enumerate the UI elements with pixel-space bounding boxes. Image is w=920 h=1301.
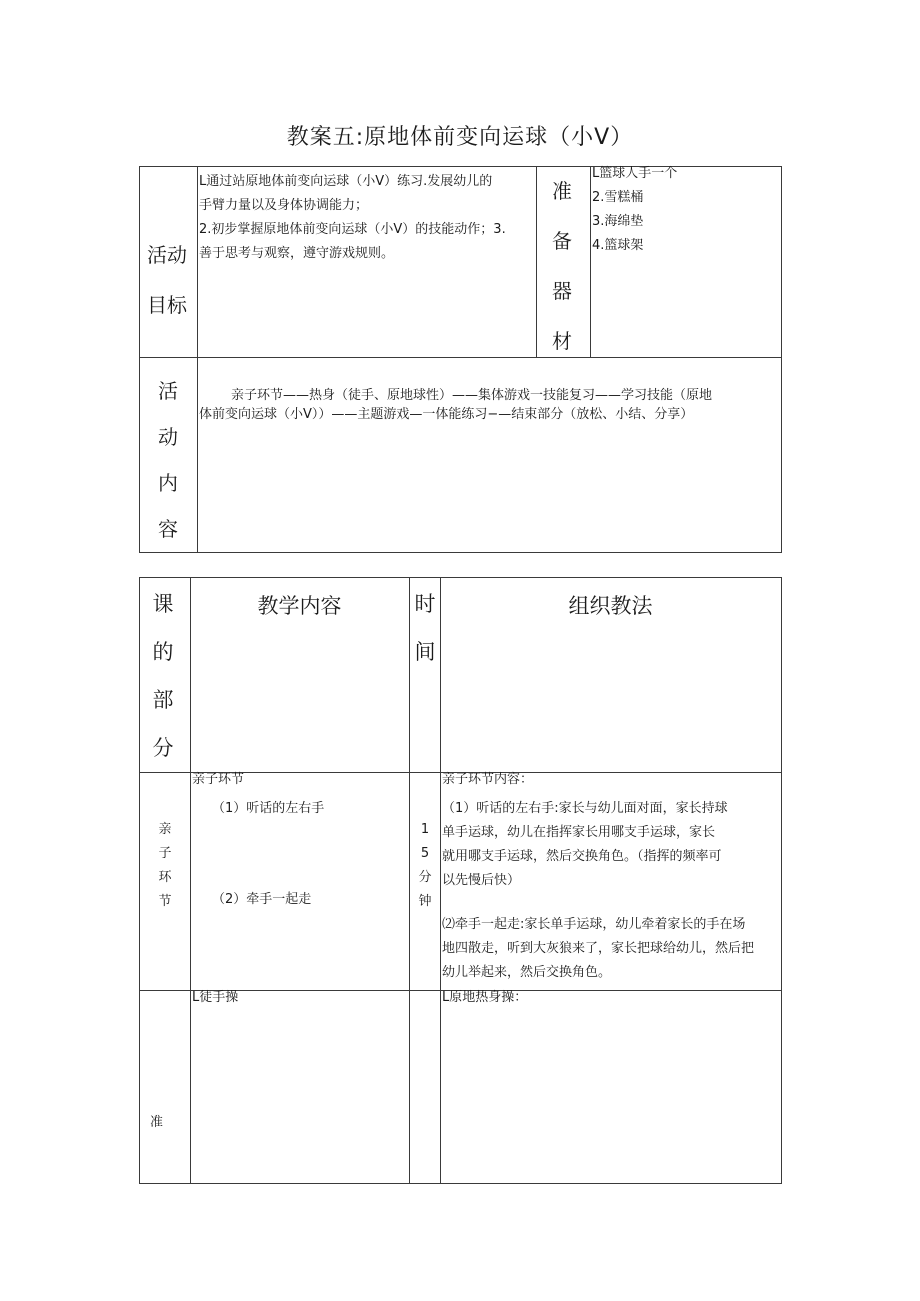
prep-item: 2.雪糕桶 xyxy=(592,190,644,205)
row1-method-paragraph1 xyxy=(442,797,728,893)
content-text-line2: 体前变向运球（小Ⅴ））——主题游戏—一体能练习−—结束部分（放松、小结、分享） xyxy=(199,407,694,422)
prep-header xyxy=(542,166,582,366)
header-time-char: 间 xyxy=(414,640,436,664)
goal-header-line1: 活动 xyxy=(147,243,187,267)
table1-border-right xyxy=(781,166,782,553)
method-line: 幼儿举起来，然后交换角色。 xyxy=(442,965,612,980)
content-header xyxy=(148,368,188,552)
method-line: 单手运球，幼儿在指挥家长用哪支手运球，家长 xyxy=(442,825,716,840)
prep-item: 3.海绵垫 xyxy=(592,214,644,229)
row2-content: L徒手操 xyxy=(192,990,239,1005)
row1-time-char: 分 xyxy=(418,870,432,885)
header-method: 组织教法 xyxy=(568,594,653,618)
goal-header xyxy=(147,230,187,330)
row1-time-char: 5 xyxy=(420,846,430,861)
prep-header-char: 准 xyxy=(552,179,572,203)
prep-header-char: 器 xyxy=(552,279,572,303)
table2-col-divider-1 xyxy=(190,577,191,1184)
method-line: （1）听话的左右手:家长与幼儿面对面，家长持球 xyxy=(442,801,728,816)
goal-line: 善于思考与观察，遵守游戏规则。 xyxy=(199,246,395,261)
content-header-char: 动 xyxy=(158,425,178,449)
content-header-char: 内 xyxy=(158,471,178,495)
prep-item: L篮球人手一个 xyxy=(592,166,678,181)
table1-border-left xyxy=(139,166,140,553)
goal-line: L通过站原地体前变向运球（小Ⅴ）练习.发展幼儿的 xyxy=(199,174,493,189)
header-content: 教学内容 xyxy=(257,594,342,618)
header-part xyxy=(143,580,183,772)
header-part-char: 的 xyxy=(152,640,174,664)
row1-content-item: （1）听话的左右手 xyxy=(212,801,325,816)
row1-content-title: 亲子环节 xyxy=(192,772,245,787)
method-line: 地四散走，听到大灰狼来了，家长把球给幼儿，然后把 xyxy=(442,941,755,956)
row1-part-char: 节 xyxy=(158,894,172,909)
table1-row-divider xyxy=(139,357,782,358)
row1-part-char: 子 xyxy=(158,846,172,861)
page-title: 教案五:原地体前变向运球（小Ⅴ） xyxy=(286,125,634,150)
row1-content-item: （2）牵手一起走 xyxy=(212,892,312,907)
goal-text xyxy=(199,170,506,266)
prep-list xyxy=(592,162,677,258)
content-header-char: 活 xyxy=(158,379,178,403)
method-line: 以先慢后快） xyxy=(442,873,521,888)
prep-header-char: 备 xyxy=(552,229,572,253)
table2-border-bottom xyxy=(139,1183,782,1184)
row1-time-char: 钟 xyxy=(418,894,432,909)
goal-line: 手臂力量以及身体协调能力； xyxy=(199,198,369,213)
header-time xyxy=(405,580,445,676)
prep-header-char: 材 xyxy=(552,329,572,353)
table1-col-divider-3 xyxy=(590,166,591,358)
goal-line: 2.初步掌握原地体前变向运球（小Ⅴ）的技能动作；3. xyxy=(199,222,506,237)
row2-method: L原地热身操： xyxy=(442,990,528,1005)
row1-part-char: 亲 xyxy=(158,822,172,837)
row1-part xyxy=(145,818,185,914)
table1-col-divider xyxy=(197,166,198,553)
table1-border-top xyxy=(139,166,782,167)
table2-border-left xyxy=(139,577,140,1184)
row1-method-paragraph2 xyxy=(442,913,754,985)
header-part-char: 课 xyxy=(152,592,174,616)
table1-col-divider-2 xyxy=(536,166,537,358)
table2-border-right xyxy=(781,577,782,1184)
method-line: 就用哪支手运球，然后交换角色。（指挥的频率可 xyxy=(442,849,722,864)
header-part-char: 分 xyxy=(152,736,174,760)
row1-method-heading: 亲子环节内容： xyxy=(442,772,534,787)
row1-part-char: 环 xyxy=(158,870,172,885)
header-part-char: 部 xyxy=(152,688,174,712)
content-text-line1: 亲子环节——热身（徒手、原地球性）——集体游戏一技能复习——学习技能（原地 xyxy=(231,388,713,403)
prep-item: 4.篮球架 xyxy=(592,238,644,253)
header-time-char: 时 xyxy=(414,592,436,616)
row2-part: 准 xyxy=(150,1115,164,1130)
row1-time-char: 1 xyxy=(420,822,430,837)
content-header-char: 容 xyxy=(158,517,178,541)
table1-border-bottom xyxy=(139,552,782,553)
table2-border-top xyxy=(139,577,782,578)
row1-time xyxy=(405,818,445,914)
goal-header-line2: 目标 xyxy=(147,293,187,317)
method-line: ⑵牵手一起走:家长单手运球，幼儿牵着家长的手在场 xyxy=(442,917,746,932)
